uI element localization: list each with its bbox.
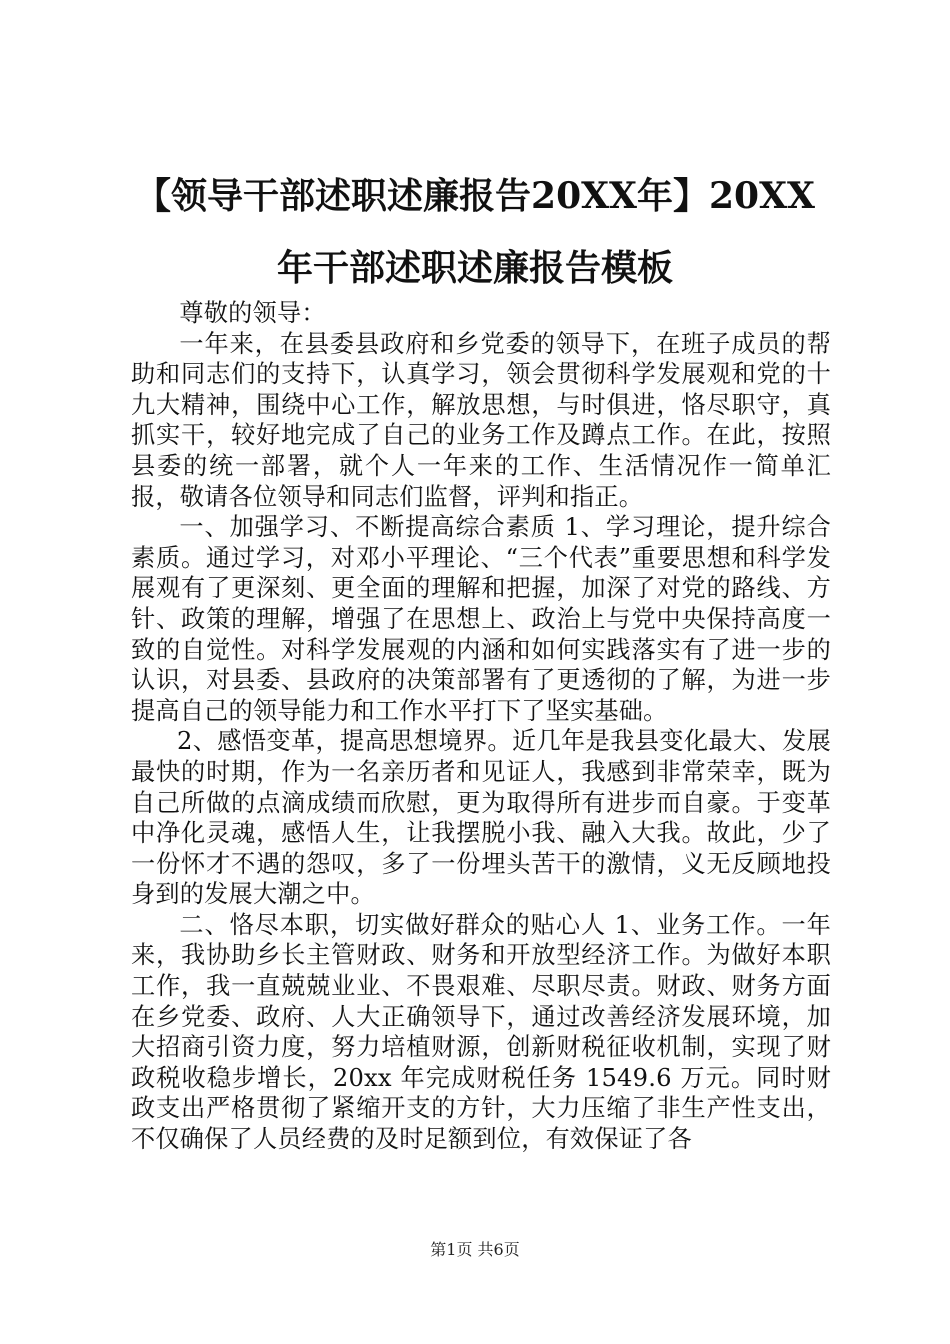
body-paragraph: 二、恪尽本职，切实做好群众的贴心人 1、业务工作。一年来，我协助乡长主管财政、财务和开放型经济工作。为做好本职工作，我一直兢兢业业、不畏艰难、尽职尽责。财政、财务方面在乡党委、政府、人大正确领导下，通过改善经济发展环境，加大招商引资力度，努力培植财源，创新财税征收机制，实现了财政税收稳步增长，20xx 年完成财税任务 1549.6 万元。同时财政支出严格贯彻了紧缩开支的方针，大力压缩了非生产性支出，不仅确保了人员经费的及时足额到位，有效保证了各 [131, 910, 831, 1154]
document-title: 【领导干部述职述廉报告20XX年】20XX年干部述职述廉报告模板 [135, 175, 815, 289]
salutation-paragraph: 尊敬的领导： [179, 299, 326, 327]
body-paragraph: 2、感悟变革，提高思想境界。近几年是我县变化最大、发展最快的时期，作为一名亲历者和见证人，我感到非常荣幸，既为自己所做的点滴成绩而欣慰，更为取得所有进步而自豪。于变革中净化灵魂，感悟人生，让我摆脱小我、融入大我。故此，少了一份怀才不遇的怨叹，多了一份埋头苦干的激情，义无反顾地投身到的发展大潮之中。 [131, 727, 831, 909]
body-paragraph: 一年来，在县委县政府和乡党委的领导下，在班子成员的帮助和同志们的支持下，认真学习，领会贯彻科学发展观和党的十九大精神，围绕中心工作，解放思想，与时俱进，恪尽职守，真抓实干，较好地完成了自己的业务工作及蹲点工作。在此，按照县委的统一部署，就个人一年来的工作、生活情况作一简单汇报，敬请各位领导和同志们监督，评判和指正。 [131, 329, 831, 511]
page-footer: 第1页 共6页 [430, 1240, 520, 1259]
body-paragraph: 一、加强学习、不断提高综合素质 1、学习理论，提升综合素质。通过学习，对邓小平理论、“三个代表”重要思想和科学发展观有了更深刻、更全面的理解和把握，加深了对党的路线、方针、政策的理解，增强了在思想上、政治上与党中央保持高度一致的自觉性。对科学发展观的内涵和如何实践落实有了进一步的认识，对县委、县政府的决策部署有了更透彻的了解，为进一步提高自己的领导能力和工作水平打下了坚实基础。 [131, 513, 831, 725]
document-body [131, 298, 831, 1155]
